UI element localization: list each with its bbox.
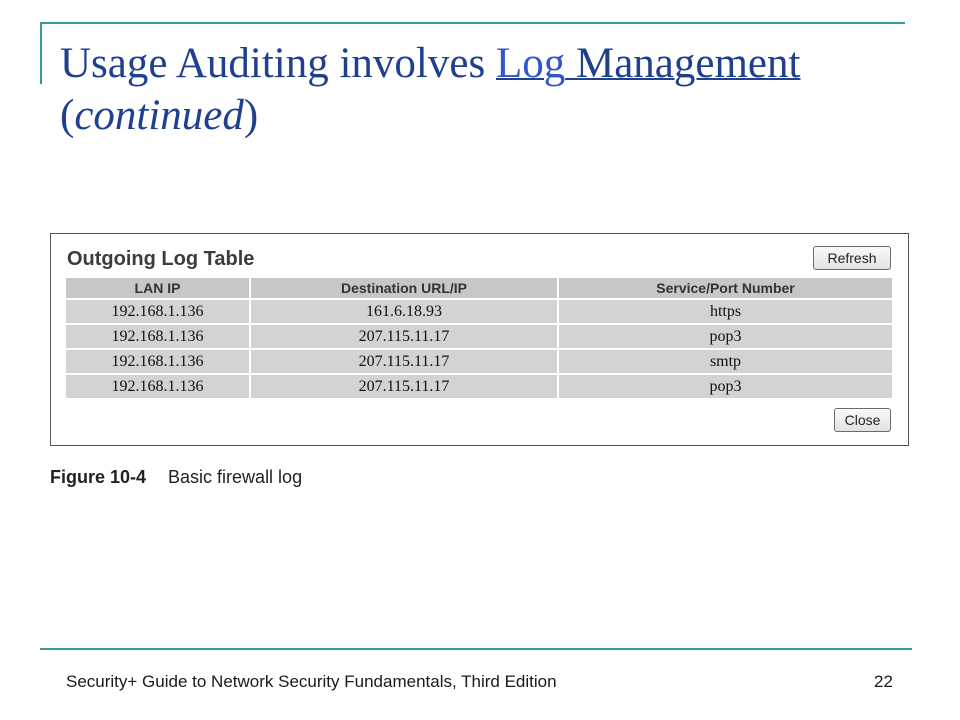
table-row <box>66 375 892 398</box>
page-number: 22 <box>874 672 893 691</box>
top-accent-line <box>40 22 905 24</box>
firewall-log-screenshot <box>50 233 909 446</box>
destination-cell: 161.6.18.93 <box>251 300 557 323</box>
title-link[interactable] <box>496 40 801 87</box>
destination-cell: 207.115.11.17 <box>251 350 557 373</box>
figure-caption-text: Basic firewall log <box>168 467 303 487</box>
left-accent-line <box>40 22 42 84</box>
title-paren-close: ) <box>243 92 259 139</box>
column-header-destination: Destination URL/IP <box>251 278 557 298</box>
outgoing-log-table <box>64 276 894 400</box>
title-continued: continued <box>74 92 244 139</box>
table-header-row <box>66 278 892 298</box>
log-table-title: Outgoing Log Table <box>67 248 255 270</box>
destination-cell: 207.115.11.17 <box>251 325 557 348</box>
refresh-button[interactable]: Refresh <box>813 246 891 270</box>
column-header-lan-ip: LAN IP <box>66 278 249 298</box>
bottom-accent-line <box>40 648 912 650</box>
column-header-service-port: Service/Port Number <box>559 278 892 298</box>
title-text: Usage Auditing involves <box>60 40 496 87</box>
table-row <box>66 350 892 373</box>
title-paren-open: ( <box>60 92 75 139</box>
figure-caption <box>50 467 302 488</box>
title-link-part2: Management <box>565 40 801 87</box>
lan-ip-cell: 192.168.1.136 <box>66 375 249 398</box>
slide-title <box>60 38 920 142</box>
table-row <box>66 325 892 348</box>
figure-number: Figure 10-4 <box>50 467 147 487</box>
footer-book-title: Security+ Guide to Network Security Fundamentals, Third Edition <box>66 672 557 691</box>
service-cell: pop3 <box>559 375 892 398</box>
service-cell: pop3 <box>559 325 892 348</box>
lan-ip-cell: 192.168.1.136 <box>66 300 249 323</box>
destination-cell: 207.115.11.17 <box>251 375 557 398</box>
lan-ip-cell: 192.168.1.136 <box>66 350 249 373</box>
lan-ip-cell: 192.168.1.136 <box>66 325 249 348</box>
close-button[interactable]: Close <box>834 408 891 432</box>
table-row <box>66 300 892 323</box>
title-link-part1: Log <box>495 40 566 87</box>
service-cell: smtp <box>559 350 892 373</box>
service-cell: https <box>559 300 892 323</box>
